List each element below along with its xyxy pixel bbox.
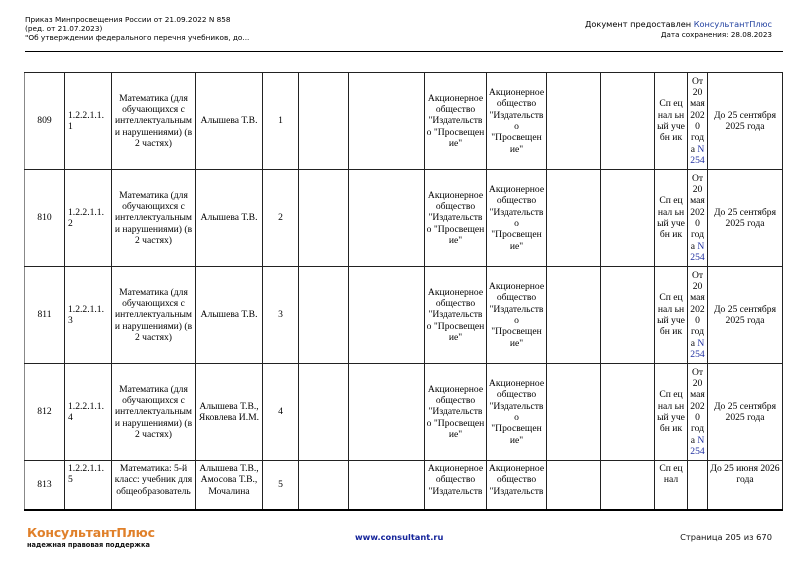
textbook-authors: Алышева Т.В.	[196, 170, 263, 267]
textbook-type: Сп ец нал ьн ый уче бн ик	[655, 73, 688, 170]
textbook-title: Математика: 5-й класс: учебник для общеобразователь	[112, 461, 196, 510]
table-row	[25, 73, 783, 170]
empty-cell	[299, 267, 349, 364]
grade: 2	[263, 170, 299, 267]
table-row	[25, 461, 783, 510]
empty-cell	[601, 170, 655, 267]
empty-cell	[349, 267, 425, 364]
textbook-title: Математика (для обучающихся с интеллектуальным и нарушениями) (в 2 частях)	[112, 267, 196, 364]
publisher-legal: Акционерное общество "Издательств	[487, 461, 547, 510]
empty-cell	[547, 364, 601, 461]
empty-cell	[547, 267, 601, 364]
textbook-code: 1.2.2.1.1. 1	[65, 73, 112, 170]
row-number: 812	[25, 364, 65, 461]
order-link[interactable]: N 254	[690, 434, 705, 457]
empty-cell	[601, 364, 655, 461]
page-counter: Страница 205 из 670	[680, 532, 772, 542]
empty-cell	[349, 364, 425, 461]
footer-brand-logo: КонсультантПлюс	[27, 525, 155, 540]
empty-cell	[349, 73, 425, 170]
textbook-authors: Алышева Т.В., Амосова Т.В., Мочалина	[196, 461, 263, 510]
empty-cell	[299, 73, 349, 170]
table-row	[25, 170, 783, 267]
publisher-legal: Акционерное общество "Издательств о "Просвещен ие"	[487, 267, 547, 364]
row-number: 809	[25, 73, 65, 170]
empty-cell	[547, 73, 601, 170]
empty-cell	[299, 364, 349, 461]
row-number: 811	[25, 267, 65, 364]
publisher: Акционерное общество "Издательств о "Просвещен ие"	[425, 170, 487, 267]
publisher: Акционерное общество "Издательств о "Просвещен ие"	[425, 364, 487, 461]
publisher-legal: Акционерное общество "Издательств о "Просвещен ие"	[487, 73, 547, 170]
textbook-code: 1.2.2.1.1. 5	[65, 461, 112, 510]
valid-until: До 25 сентября 2025 года	[708, 170, 783, 267]
valid-until: До 25 сентября 2025 года	[708, 73, 783, 170]
textbook-list-table	[24, 72, 783, 511]
empty-cell	[299, 461, 349, 510]
textbook-type: Сп ец нал ьн ый уче бн ик	[655, 170, 688, 267]
order-link[interactable]: N 254	[690, 143, 705, 166]
textbook-type: Сп ец нал ьн ый уче бн ик	[655, 267, 688, 364]
valid-until: До 25 сентября 2025 года	[708, 364, 783, 461]
publisher-legal: Акционерное общество "Издательств о "Просвещен ие"	[487, 170, 547, 267]
textbook-title: Математика (для обучающихся с интеллектуальным и нарушениями) (в 2 частях)	[112, 73, 196, 170]
textbook-title: Математика (для обучающихся с интеллектуальным и нарушениями) (в 2 частях)	[112, 170, 196, 267]
textbook-code: 1.2.2.1.1. 3	[65, 267, 112, 364]
textbook-title: Математика (для обучающихся с интеллектуальным и нарушениями) (в 2 частях)	[112, 364, 196, 461]
table-row	[25, 364, 783, 461]
order-reference	[688, 267, 708, 364]
empty-cell	[547, 170, 601, 267]
textbook-code: 1.2.2.1.1. 2	[65, 170, 112, 267]
order-reference	[688, 364, 708, 461]
textbook-authors: Алышева Т.В.	[196, 73, 263, 170]
order-date: От 20 мая 2020 года	[690, 75, 705, 155]
empty-cell	[601, 461, 655, 510]
valid-until: До 25 сентября 2025 года	[708, 267, 783, 364]
row-number: 810	[25, 170, 65, 267]
footer-tagline: надежная правовая поддержка	[27, 541, 150, 549]
order-date: От 20 мая 2020 года	[690, 366, 705, 446]
provider-brand-link[interactable]: КонсультантПлюс	[693, 19, 772, 29]
grade: 1	[263, 73, 299, 170]
valid-until: До 25 июня 2026 года	[708, 461, 783, 510]
grade: 3	[263, 267, 299, 364]
order-link[interactable]: N 254	[690, 337, 705, 360]
textbook-code: 1.2.2.1.1. 4	[65, 364, 112, 461]
grade: 5	[263, 461, 299, 510]
header-divider	[25, 51, 783, 52]
order-reference	[688, 461, 708, 510]
document-header-title	[25, 15, 249, 42]
grade: 4	[263, 364, 299, 461]
empty-cell	[601, 267, 655, 364]
publisher: Акционерное общество "Издательств	[425, 461, 487, 510]
empty-cell	[299, 170, 349, 267]
order-date: От 20 мая 2020 года	[690, 172, 705, 252]
publisher-legal: Акционерное общество "Издательств о "Просвещен ие"	[487, 364, 547, 461]
textbook-authors: Алышева Т.В.	[196, 267, 263, 364]
publisher: Акционерное общество "Издательств о "Просвещен ие"	[425, 267, 487, 364]
publisher: Акционерное общество "Издательств о "Просвещен ие"	[425, 73, 487, 170]
order-date: От 20 мая 2020 года	[690, 269, 705, 349]
empty-cell	[349, 461, 425, 510]
header-line-edition: (ред. от 21.07.2023)	[25, 24, 103, 33]
textbook-authors: Алышева Т.В., Яковлева И.М.	[196, 364, 263, 461]
empty-cell	[601, 73, 655, 170]
textbook-type: Сп ец нал ьн ый уче бн ик	[655, 364, 688, 461]
empty-cell	[349, 170, 425, 267]
document-provider-info	[585, 20, 772, 39]
provider-prefix: Документ предоставлен	[584, 19, 694, 29]
header-line-subject: "Об утверждении федерального перечня учебников, до...	[25, 33, 250, 42]
order-link[interactable]: N 254	[690, 240, 705, 263]
row-number: 813	[25, 461, 65, 510]
textbook-type: Сп ец нал	[655, 461, 688, 510]
order-reference	[688, 170, 708, 267]
order-reference	[688, 73, 708, 170]
empty-cell	[547, 461, 601, 510]
save-date: Дата сохранения: 28.08.2023	[660, 29, 772, 39]
footer-url-link[interactable]: www.consultant.ru	[355, 532, 444, 542]
table-row	[25, 267, 783, 364]
header-line-order: Приказ Минпросвещения России от 21.09.2022 N 858	[25, 15, 231, 24]
